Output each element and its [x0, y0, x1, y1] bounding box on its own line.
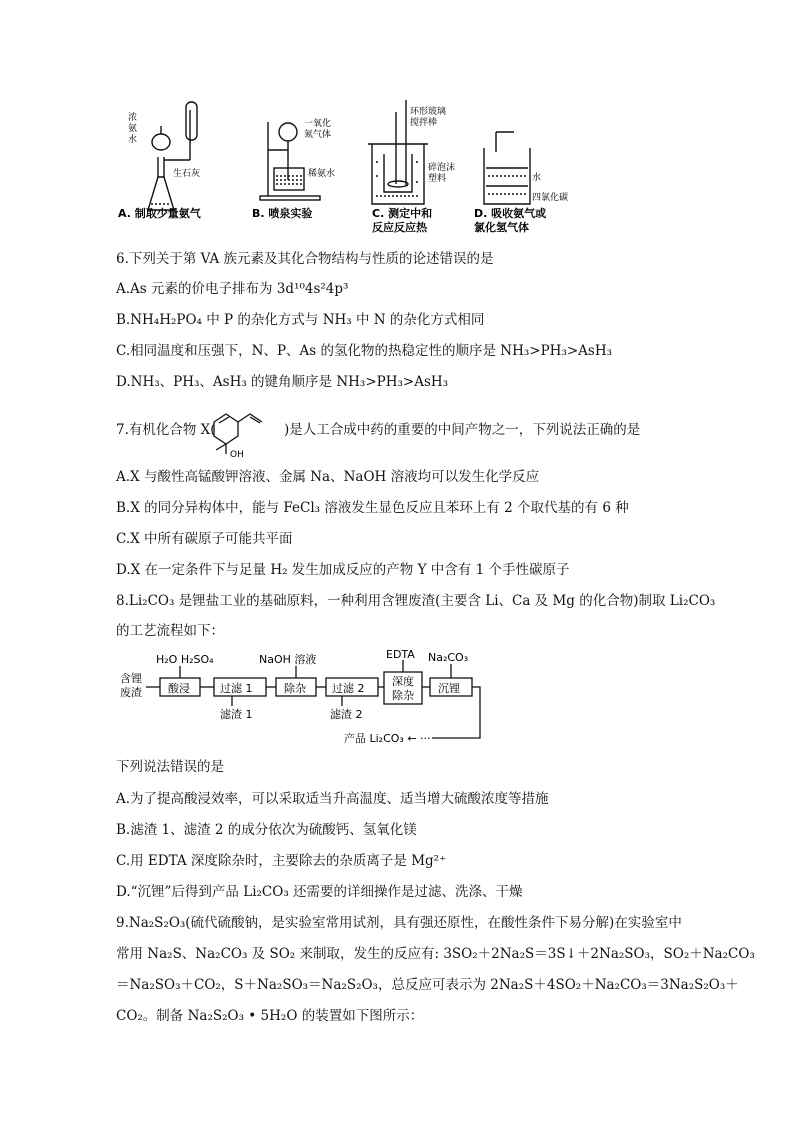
q8-question: 下列说法错误的是 — [116, 759, 224, 775]
flow-reagent-1: H₂O H₂SO₄ — [156, 653, 214, 666]
q8-stem-1: 8.Li₂CO₃ 是锂盐工业的基础原料，一种利用含锂废渣(主要含 Li、Ca 及 Mg 的化合物)制取 Li₂CO₃ — [116, 593, 716, 609]
q9-line-1: 9.Na₂S₂O₃(硫代硫酸钠，是实验室常用试剂，具有强还原性，在酸性条件下易分解)在实验室中 — [116, 915, 682, 931]
flow-residue-2: 滤渣 2 — [330, 708, 363, 721]
flow-step-1: 酸浸 — [168, 682, 190, 695]
q8-option-a: A.为了提高酸浸效率，可以采取适当升高温度、适当增大硫酸浓度等措施 — [116, 791, 549, 807]
q7-stem-pre: 7.有机化合物 X( — [116, 422, 216, 438]
flow-step-5-2: 除杂 — [392, 689, 414, 702]
apparatus-a — [148, 102, 197, 210]
process-flow-diagram — [116, 648, 486, 748]
oh-label: OH — [230, 450, 244, 460]
flow-input-2: 废渣 — [120, 686, 142, 699]
b-gas-label-2: 氮气体 — [304, 130, 332, 140]
q6-option-d: D.NH₃、PH₃、AsH₃ 的键角顺序是 NH₃>PH₃>AsH₃ — [116, 374, 449, 390]
flow-reagent-3: EDTA — [386, 648, 415, 661]
q7-stem-post: )是人工合成中药的重要的中间产物之一，下列说法正确的是 — [284, 422, 641, 438]
a-lime-label: 生石灰 — [173, 169, 201, 179]
q7-option-a: A.X 与酸性高锰酸钾溶液、金属 Na、NaOH 溶液均可以发生化学反应 — [116, 469, 540, 485]
flow-product: 产品 Li₂CO₃ ← ··· — [344, 732, 431, 745]
flow-step-3: 除杂 — [284, 682, 306, 695]
q8-stem-2: 的工艺流程如下： — [116, 623, 224, 639]
flow-reagent-2: NaOH 溶液 — [259, 653, 317, 666]
flow-residue-1: 滤渣 1 — [220, 708, 253, 721]
flow-reagent-4: Na₂CO₃ — [428, 651, 469, 664]
c-caption-1: C. 测定中和 — [372, 207, 433, 220]
q7-option-d: D.X 在一定条件下与足量 H₂ 发生加成反应的产物 Y 中含有 1 个手性碳原子 — [116, 562, 570, 578]
a-label-2: 氨 — [128, 124, 138, 134]
c-foam-label-2: 塑料 — [428, 174, 447, 184]
q8-option-c: C.用 EDTA 深度除杂时，主要除去的杂质离子是 Mg²⁺ — [116, 853, 447, 869]
c-rod-label-1: 环形玻璃 — [410, 107, 447, 117]
q6-option-c: C.相同温度和压强下，N、P、As 的氢化物的热稳定性的顺序是 NH₃>PH₃>AsH₃ — [116, 343, 613, 359]
apparatus-figure — [110, 92, 580, 242]
d-caption-2: 氯化氢气体 — [474, 221, 529, 234]
apparatus-d — [484, 132, 530, 204]
a-label-3: 水 — [128, 135, 138, 145]
q9-line-4: CO₂。制备 Na₂S₂O₃ • 5H₂O 的装置如下图所示： — [116, 1008, 424, 1024]
q7-option-c: C.X 中所有碳原子可能共平面 — [116, 531, 293, 547]
b-water-label: 稀氨水 — [308, 169, 336, 179]
q6-stem: 6.下列关于第 VA 族元素及其化合物结构与性质的论述错误的是 — [116, 251, 494, 267]
flow-step-4: 过滤 2 — [332, 682, 365, 695]
c-caption-2: 反应反应热 — [372, 221, 427, 234]
a-caption: A. 制取少量氨气 — [118, 207, 201, 220]
c-rod-label-2: 搅拌棒 — [410, 118, 438, 128]
flow-step-2: 过滤 1 — [220, 682, 253, 695]
q7-option-b: B.X 的同分异构体中，能与 FeCl₃ 溶液发生显色反应且苯环上有 2 个取代基的有 6 种 — [116, 500, 629, 516]
q6-option-b: B.NH₄H₂PO₄ 中 P 的杂化方式与 NH₃ 中 N 的杂化方式相同 — [116, 312, 485, 328]
flow-step-6: 沉锂 — [438, 682, 460, 695]
flow-input-1: 含锂 — [120, 672, 142, 685]
c-foam-label-1: 碎泡沫 — [428, 163, 456, 173]
q9-line-3: ＝Na₂SO₃＋CO₂，S＋Na₂SO₃＝Na₂S₂O₃，总反应可表示为 2Na₂S＋4SO₂＋Na₂CO₃＝3Na₂S₂O₃＋ — [116, 977, 739, 993]
q9-line-2: 常用 Na₂S、Na₂CO₃ 及 SO₂ 来制取，发生的反应有: 3SO₂＋2Na₂S＝3S↓＋2Na₂SO₃，SO₂＋Na₂CO₃ — [116, 946, 755, 962]
q8-option-d: D.“沉锂”后得到产品 Li₂CO₃ 还需要的详细操作是过滤、洗涤、干燥 — [116, 884, 523, 900]
d-ccl4-label: 四氯化碳 — [532, 193, 569, 203]
flow-step-5-1: 深度 — [392, 675, 414, 688]
q6-option-a: A.As 元素的价电子排布为 3d¹⁰4s²4p³ — [116, 281, 349, 297]
d-water-label: 水 — [532, 173, 542, 183]
a-label-1: 浓 — [128, 113, 138, 123]
b-caption: B. 喷泉实验 — [252, 207, 313, 220]
b-gas-label-1: 一氧化 — [304, 119, 332, 129]
molecule-x — [202, 402, 282, 460]
d-caption-1: D. 吸收氨气或 — [474, 207, 547, 220]
q8-option-b: B.滤渣 1、滤渣 2 的成分依次为硫酸钙、氢氧化镁 — [116, 822, 417, 838]
